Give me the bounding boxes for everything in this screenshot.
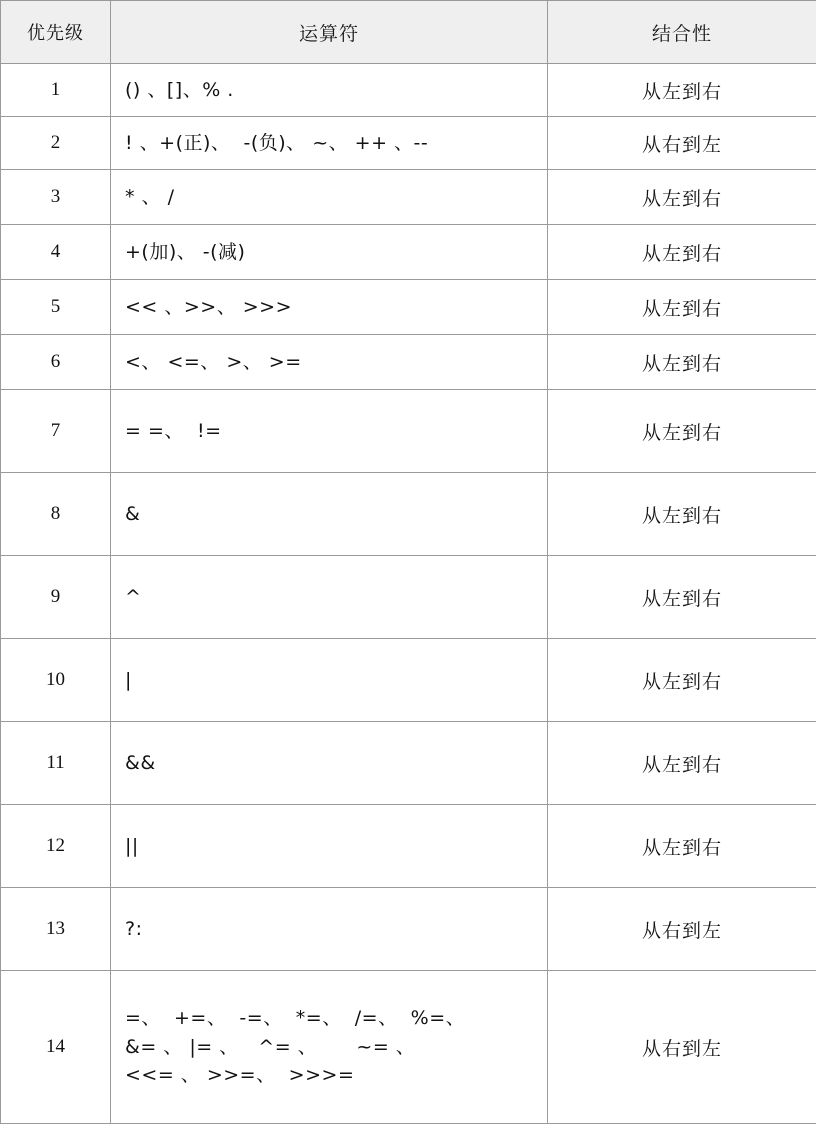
table-row — [1, 971, 816, 1124]
cell-priority: 11 — [1, 722, 111, 805]
cell-priority: 8 — [1, 473, 111, 556]
table-row — [1, 280, 816, 335]
cell-operator — [111, 117, 548, 170]
table-row — [1, 722, 816, 805]
cell-associativity: 从左到右 — [548, 225, 816, 280]
operator-line: &= 、 |= 、 ^= 、 ~= 、 — [125, 1033, 546, 1062]
cell-priority: 4 — [1, 225, 111, 280]
table-row — [1, 117, 816, 170]
table-row — [1, 64, 816, 117]
cell-priority: 14 — [1, 971, 111, 1124]
operator-line: <<= 、 >>=、 >>>= — [125, 1061, 546, 1090]
cell-associativity: 从左到右 — [548, 722, 816, 805]
cell-associativity: 从右到左 — [548, 971, 816, 1124]
operator-line: * 、 / — [125, 183, 546, 212]
cell-associativity: 从左到右 — [548, 280, 816, 335]
cell-priority: 3 — [1, 170, 111, 225]
cell-operator — [111, 888, 548, 971]
operator-line: & — [125, 500, 546, 529]
cell-operator — [111, 556, 548, 639]
cell-operator — [111, 722, 548, 805]
operator-line: =、 +=、 -=、 *=、 /=、 %=、 — [125, 1004, 546, 1033]
operator-line: <、 <=、 >、 >= — [125, 348, 546, 377]
operator-line: = =、 != — [125, 417, 546, 446]
operator-line: () 、[]、% . — [125, 76, 546, 105]
cell-associativity: 从左到右 — [548, 639, 816, 722]
cell-operator — [111, 390, 548, 473]
column-header-priority: 优先级 — [1, 1, 111, 64]
operator-line: ! 、+(正)、 -(负)、 ~、 ++ 、-- — [125, 129, 546, 158]
cell-operator — [111, 335, 548, 390]
cell-priority: 1 — [1, 64, 111, 117]
table-row — [1, 170, 816, 225]
cell-associativity: 从左到右 — [548, 170, 816, 225]
operator-line: && — [125, 749, 546, 778]
operator-line: ^ — [125, 583, 546, 612]
table-row — [1, 805, 816, 888]
cell-priority: 7 — [1, 390, 111, 473]
cell-associativity: 从左到右 — [548, 805, 816, 888]
table-row — [1, 225, 816, 280]
cell-priority: 2 — [1, 117, 111, 170]
operator-line: ?: — [125, 915, 546, 944]
cell-priority: 9 — [1, 556, 111, 639]
cell-operator — [111, 639, 548, 722]
table-header — [1, 1, 816, 64]
cell-priority: 6 — [1, 335, 111, 390]
table-body — [1, 64, 816, 1124]
cell-priority: 10 — [1, 639, 111, 722]
operator-line: | — [125, 666, 546, 695]
cell-associativity: 从右到左 — [548, 888, 816, 971]
cell-operator — [111, 225, 548, 280]
cell-associativity: 从左到右 — [548, 64, 816, 117]
column-header-operator: 运算符 — [111, 1, 548, 64]
operator-line: +(加)、 -(减) — [125, 238, 546, 267]
table-row — [1, 888, 816, 971]
cell-priority: 12 — [1, 805, 111, 888]
column-header-associativity: 结合性 — [548, 1, 816, 64]
cell-associativity: 从左到右 — [548, 473, 816, 556]
cell-associativity: 从左到右 — [548, 335, 816, 390]
table-row — [1, 335, 816, 390]
cell-associativity: 从右到左 — [548, 117, 816, 170]
table-header-row — [1, 1, 816, 64]
table-row — [1, 473, 816, 556]
cell-operator — [111, 280, 548, 335]
cell-operator — [111, 64, 548, 117]
cell-operator — [111, 805, 548, 888]
cell-priority: 5 — [1, 280, 111, 335]
operator-line: << 、>>、 >>> — [125, 293, 546, 322]
table-row — [1, 639, 816, 722]
cell-priority: 13 — [1, 888, 111, 971]
table-row — [1, 390, 816, 473]
table-row — [1, 556, 816, 639]
cell-operator — [111, 473, 548, 556]
cell-associativity: 从左到右 — [548, 390, 816, 473]
operator-line: || — [125, 832, 546, 861]
cell-associativity: 从左到右 — [548, 556, 816, 639]
cell-operator — [111, 170, 548, 225]
cell-operator — [111, 971, 548, 1124]
